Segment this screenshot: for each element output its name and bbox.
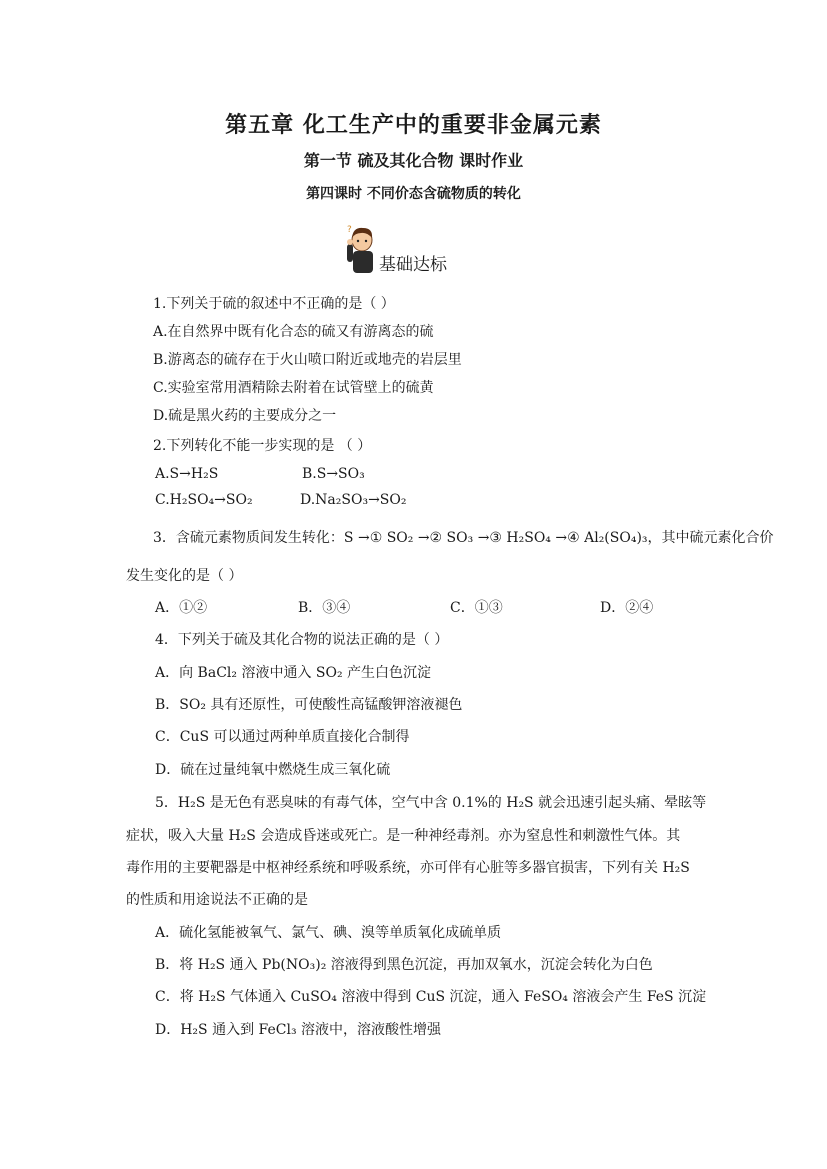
- q3-option-d: D．②④: [600, 600, 654, 616]
- q1-option-b: B.游离态的硫存在于火山喷口附近或地壳的岩层里: [153, 352, 462, 368]
- q3-option-c: C．①③: [450, 600, 503, 616]
- q3-option-b: B．③④: [298, 600, 351, 616]
- q4-option-b: B．SO₂ 具有还原性，可使酸性高锰酸钾溶液褪色: [155, 697, 463, 713]
- q5-option-b: B．将 H₂S 通入 Pb(NO₃)₂ 溶液得到黑色沉淀，再加双氧水，沉淀会转化为白色: [155, 957, 653, 973]
- q3-stem-post: ，其中硫元素化合价: [647, 530, 774, 546]
- q4-stem: 4．下列关于硫及其化合物的说法正确的是（ ）: [155, 632, 449, 648]
- section-title: 第一节 硫及其化合物 课时作业: [303, 151, 524, 170]
- q2-option-b: B.S→SO₃: [302, 466, 365, 482]
- q4-option-c: C．CuS 可以通过两种单质直接化合制得: [155, 729, 410, 745]
- q5-option-d: D．H₂S 通入到 FeCl₃ 溶液中，溶液酸性增强: [155, 1022, 442, 1038]
- q5-line3: 毒作用的主要靶器是中枢神经系统和呼吸系统，亦可伴有心脏等多器官损害，下列有关 H₂S: [126, 860, 690, 876]
- q5-option-c: C．将 H₂S 气体通入 CuSO₄ 溶液中得到 CuS 沉淀，通入 FeSO₄ 溶液会产生 FeS 沉淀: [155, 989, 707, 1005]
- q4-option-a: A．向 BaCl₂ 溶液中通入 SO₂ 产生白色沉淀: [155, 665, 432, 681]
- section-label: 基础达标: [379, 255, 447, 275]
- q5-line4: 的性质和用途说法不正确的是: [126, 892, 308, 908]
- q3-option-a: A．①②: [155, 600, 208, 616]
- q4-option-d: D．硫在过量纯氧中燃烧生成三氧化硫: [155, 762, 391, 778]
- q1-option-d: D.硫是黑火药的主要成分之一: [153, 408, 337, 424]
- thinking-student-icon: [345, 224, 381, 274]
- q2-option-d: D.Na₂SO₃→SO₂: [300, 492, 407, 508]
- q3-chain: S →① SO₂ →② SO₃ →③ H₂SO₄ →④ Al₂(SO₄)₃: [343, 530, 648, 546]
- q1-stem: 1.下列关于硫的叙述中不正确的是（ ）: [153, 296, 395, 312]
- q3-stem-pre: 3．含硫元素物质间发生转化：: [153, 530, 344, 546]
- lesson-title: 第四课时 不同价态含硫物质的转化: [306, 186, 521, 202]
- q3-stem-line1: [153, 528, 774, 548]
- q1-option-c: C.实验室常用酒精除去附着在试管壁上的硫黄: [153, 380, 434, 396]
- q1-option-a: A.在自然界中既有化合态的硫又有游离态的硫: [153, 324, 434, 340]
- q5-option-a: A．硫化氢能被氧气、氯气、碘、溴等单质氧化成硫单质: [155, 925, 502, 941]
- q2-option-a: A.S→H₂S: [155, 466, 219, 482]
- q5-line1: 5．H₂S 是无色有恶臭味的有毒气体，空气中含 0.1%的 H₂S 就会迅速引起头痛、晕眩等: [155, 795, 707, 811]
- chapter-title: 第五章 化工生产中的重要非金属元素: [225, 113, 602, 138]
- svg-text:?: ?: [347, 225, 352, 235]
- q2-option-c: C.H₂SO₄→SO₂: [155, 492, 253, 508]
- q3-stem-line2: 发生变化的是（ ）: [126, 568, 243, 584]
- q2-stem: 2.下列转化不能一步实现的是 （ ）: [153, 438, 372, 454]
- q5-line2: 症状，吸入大量 H₂S 会造成昏迷或死亡。是一种神经毒剂。亦为窒息性和刺激性气体。其: [126, 828, 681, 844]
